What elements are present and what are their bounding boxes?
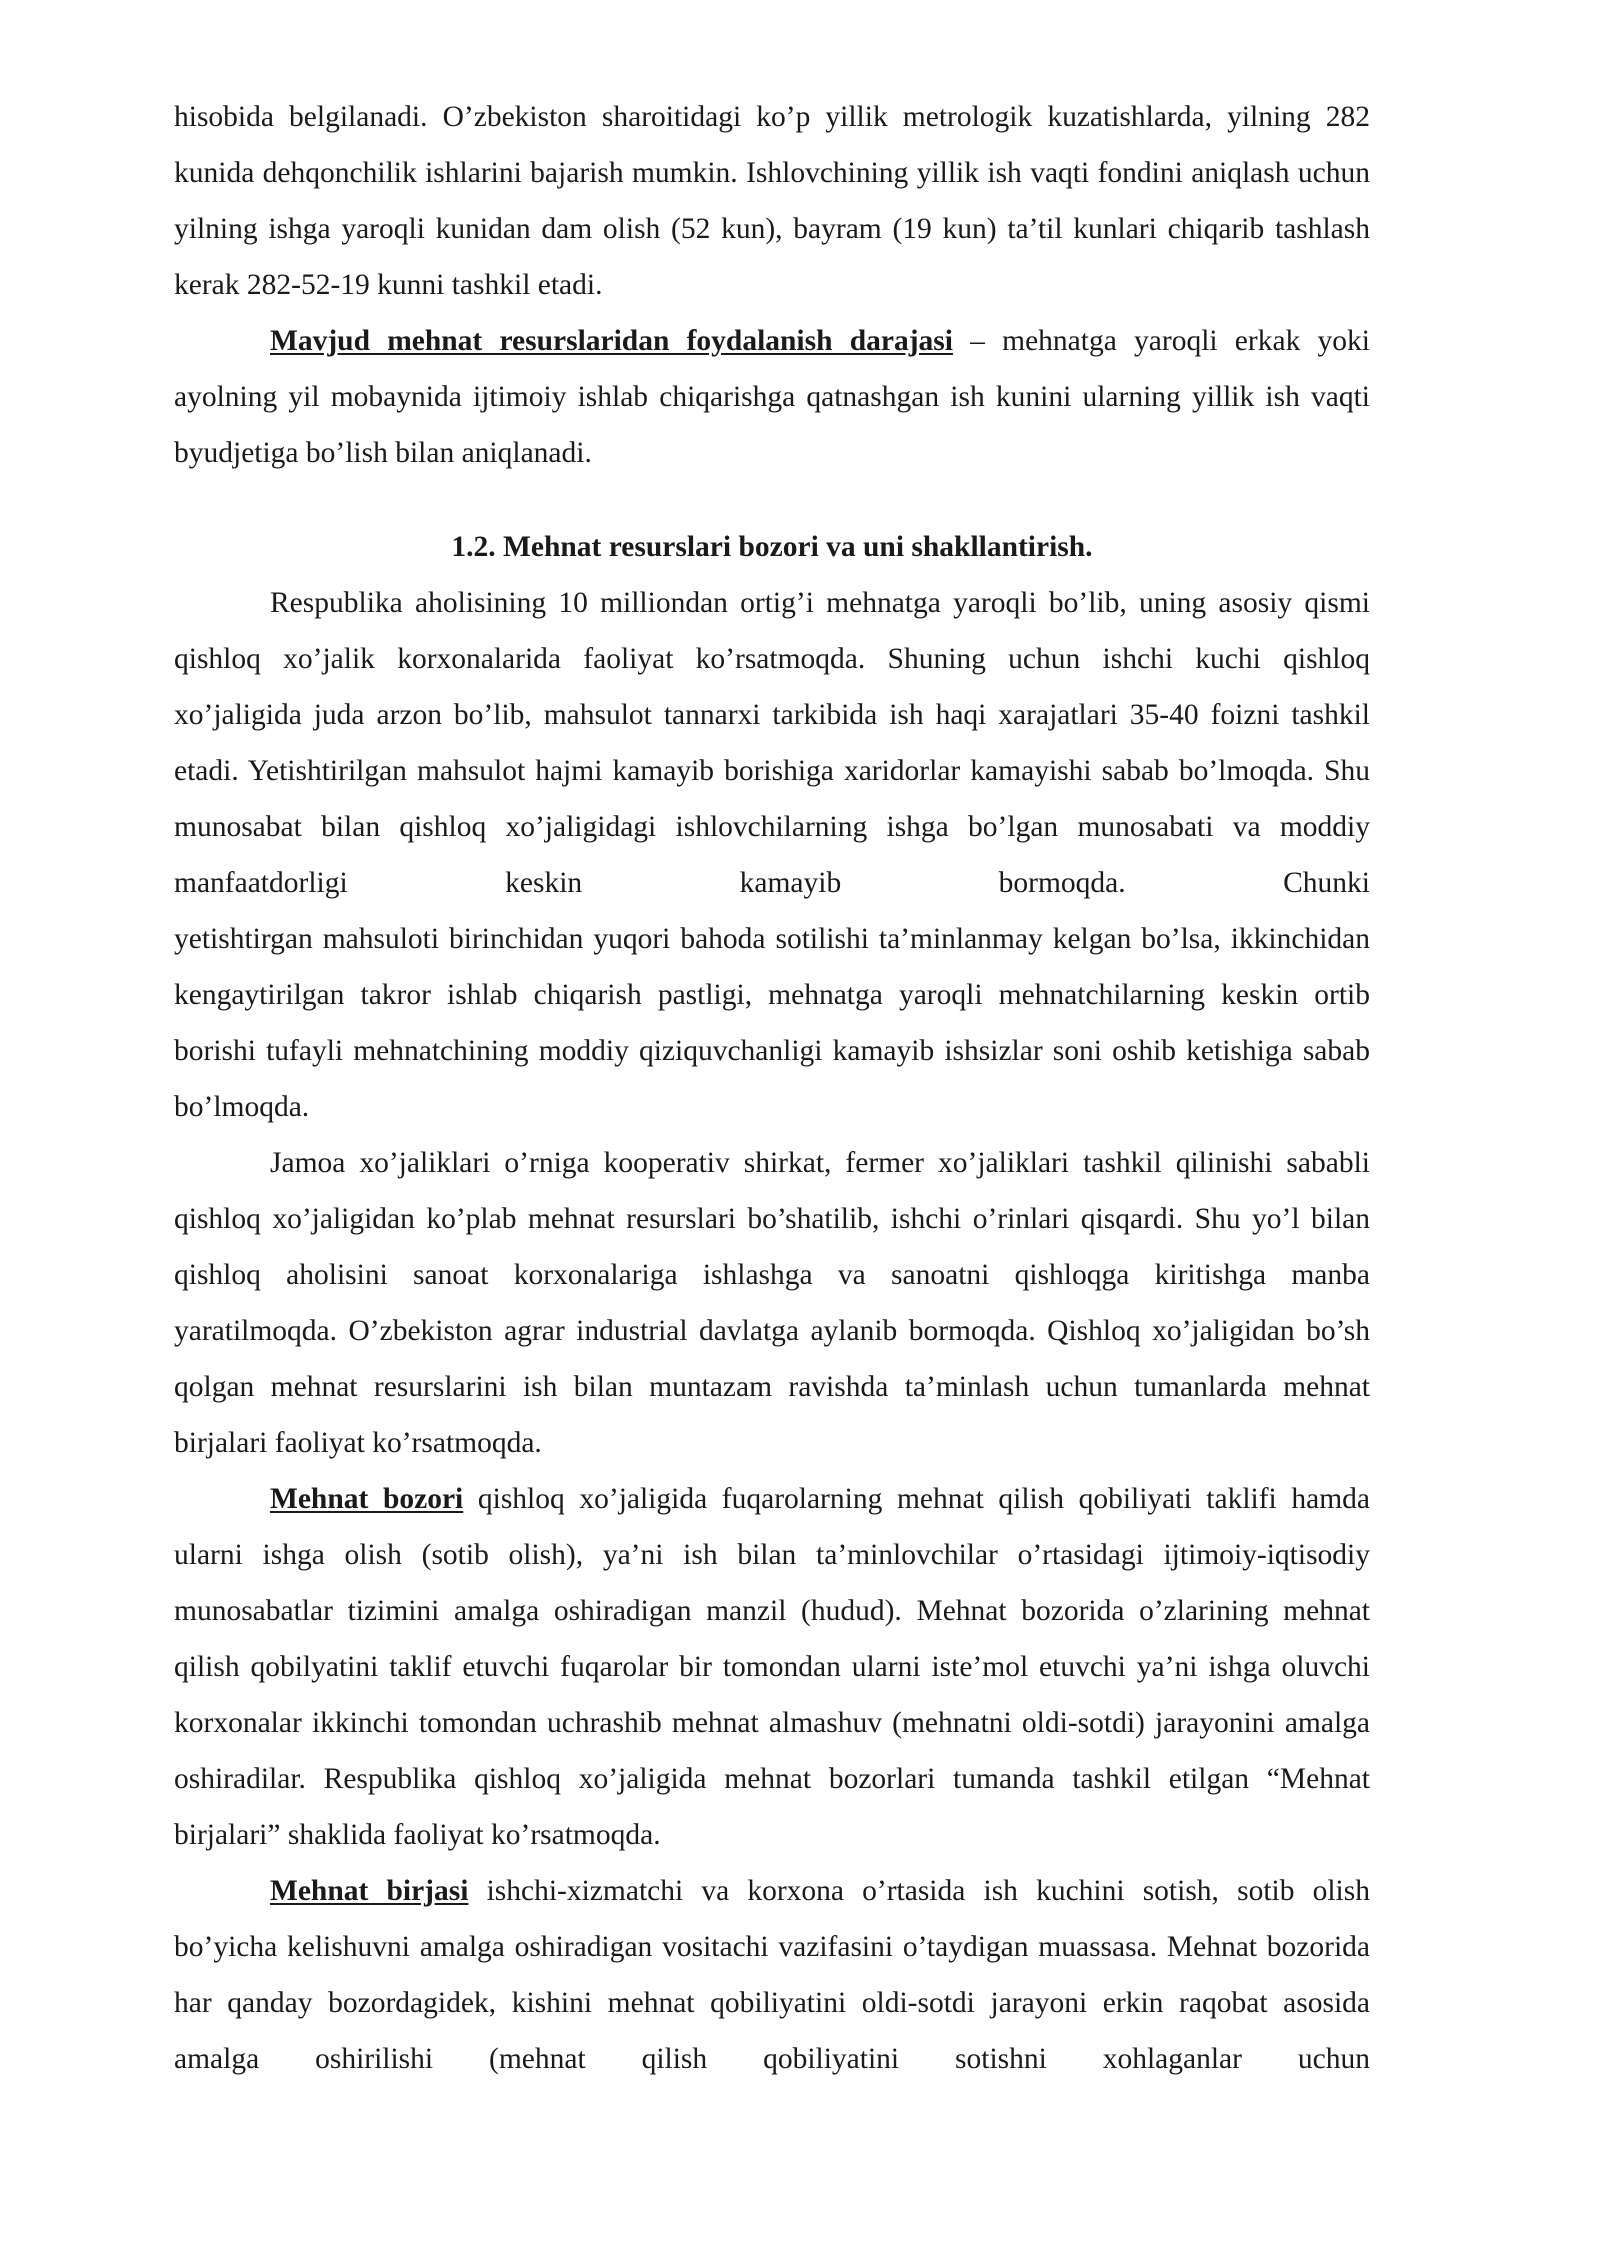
paragraph-4: yetishtirgan mahsuloti birinchidan yuqori bahoda sotilishi ta’minlanmay kelgan bo’lsa, ikkinchidan kengaytirilgan takror ishlab chiqarish pastligi, mehnatga yaroqli mehnatchilarning keskin ortib borishi tufayli mehnatchining moddiy qiziquvchanligi kamayib ishsizlar soni oshib ketishiga sabab bo’lmoqda. <box>174 923 1370 1123</box>
paragraph-6-text: qishloq xo’jaligida fuqarolarning mehnat qilish qobiliyati taklifi hamda ularni ishga olish (sotib olish), ya’ni ish bilan ta’minlovchilar o’rtasidagi ijtimoiy-iqtisodiy munosabatlar tizimini amalga oshiradigan manzil (hudud). Mehnat bozorida o’zlarining mehnat qilish qobilyatini taklif etuvchi fuqarolar bir tomondan ularni iste’mol etuvchi ya’ni ishga oluvchi korxonalar ikkinchi tomondan uchrashib mehnat almashuv (mehnatni oldi-sotdi) jarayonini amalga oshiradilar. Respublika qishloq xo’jaligida mehnat bozorlari tumanda tashkil etilgan “Mehnat birjalari” shaklida faoliyat ko’rsatmoqda. <box>174 1483 1370 1851</box>
section-heading: 1.2. Mehnat resurslari bozori va uni shakllantirish. <box>451 531 1093 563</box>
paragraph-7 <box>174 1863 1370 2087</box>
paragraph-7-text: ishchi-xizmatchi va korxona o’rtasida ish kuchini sotish, sotib olish bo’yicha kelishuvni amalga oshiradigan vositachi vazifasini o’taydigan muassasa. Mehnat bozorida har qanday bozordagidek, kishini mehnat qobiliyatini oldi-sotdi jarayoni erkin raqobat asosida amalga oshirilishi (mehnat qilish qobiliyatini sotishni xohlaganlar uchun <box>174 1875 1370 2075</box>
paragraph-2 <box>174 313 1370 481</box>
paragraph-3: Respublika aholisining 10 milliondan ortig’i mehnatga yaroqli bo’lib, uning asosiy qismi qishloq xo’jalik korxonalarida faoliyat ko’rsatmoqda. Shuning uchun ishchi kuchi qishloq xo’jaligida juda arzon bo’lib, mahsulot tannarxi tarkibida ish haqi xarajatlari 35-40 foizni tashkil etadi. Yetishtirilgan mahsulot hajmi kamayib borishiga xaridorlar kamayishi sabab bo’lmoqda. Shu munosabat bilan qishloq xo’jaligidagi ishlovchilarning ishga bo’lgan munosabati va moddiy manfaatdorligi keskin kamayib bormoqda. Chunki <box>174 587 1370 899</box>
paragraph-6 <box>174 1471 1370 1863</box>
paragraph-5: Jamoa xo’jaliklari o’rniga kooperativ shirkat, fermer xo’jaliklari tashkil qilinishi sababli qishloq xo’jaligidan ko’plab mehnat resurslari bo’shatilib, ishchi o’rinlari qisqardi. Shu yo’l bilan qishloq aholisini sanoat korxonalariga ishlashga va sanoatni qishloqga kiritishga manba yaratilmoqda. O’zbekiston agrar industrial davlatga aylanib bormoqda. Qishloq xo’jaligidan bo’sh qolgan mehnat resurslarini ish bilan muntazam ravishda ta’minlash uchun tumanlarda mehnat birjalari faoliyat ko’rsatmoqda. <box>174 1147 1370 1459</box>
term-mavjud-mehnat: Mavjud mehnat resurslaridan foydalanish darajasi <box>270 325 953 357</box>
term-mehnat-bozori: Mehnat bozori <box>270 1483 464 1515</box>
term-mehnat-birjasi: Mehnat birjasi <box>270 1875 469 1907</box>
paragraph-2-text: – mehnatga yaroqli erkak yoki ayolning yil mobaynida ijtimoiy ishlab chiqarishga qatnashgan ish kunini ularning yillik ish vaqti byudjetiga bo’lish bilan aniqlanadi. <box>174 325 1370 469</box>
paragraph-1: hisobida belgilanadi. O’zbekiston sharoitidagi ko’p yillik metrologik kuzatishlarda, yilning 282 kunida dehqonchilik ishlarini bajarish mumkin. Ishlovchining yillik ish vaqti fondini aniqlash uchun yilning ishga yaroqli kunidan dam olish (52 kun), bayram (19 kun) ta’til kunlari chiqarib tashlash kerak 282-52-19 kunni tashkil etadi. <box>174 101 1370 301</box>
